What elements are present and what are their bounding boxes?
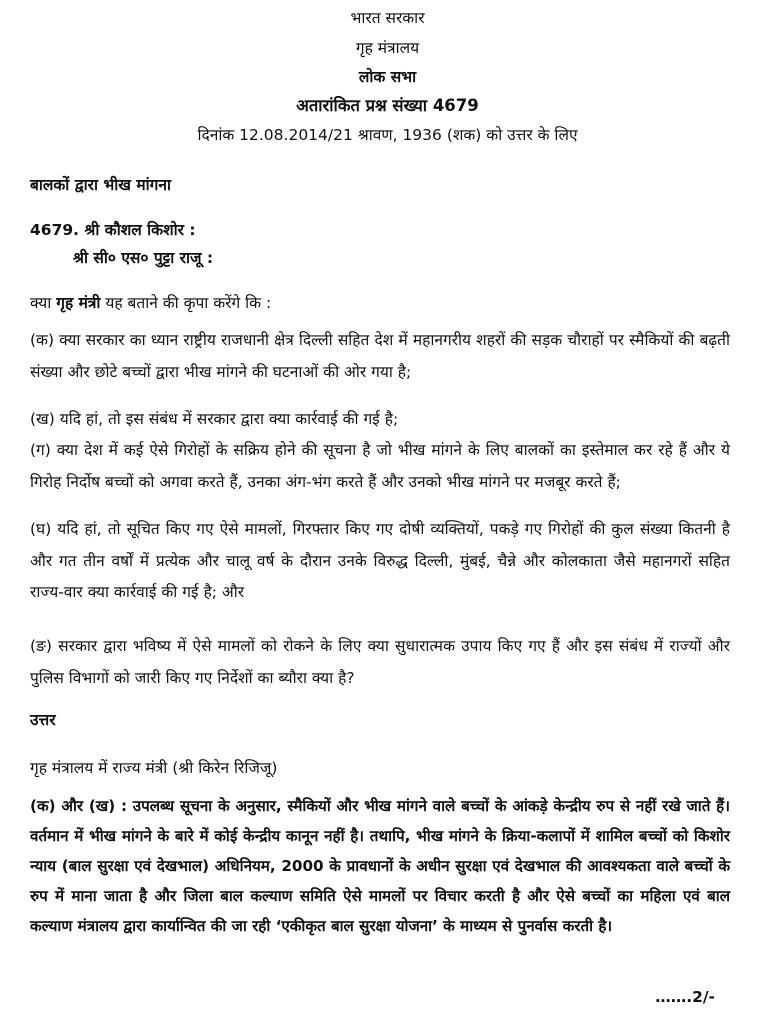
intro-suffix: यह बताने की कृपा करेंगे कि : (100, 294, 272, 312)
question-gha: (घ) यदि हां, तो सूचित किए गए ऐसे मामलों, गिरफ्तार किए गए दोषी व्यक्तियों, पकड़े गए गिरोहों की कुल संख्या कितनी है और गत तीन वर्षों में प्रत्येक और चालू वर्ष के दौरान उनके विरुद्ध दिल्ली, मुंबई, चैन्ने और कोलकाता जैसे महानगरों सहित राज्य-वार क्या कार्रवाई की गई है; और (30, 520, 730, 601)
answering-minister: गृह मंत्रालय में राज्य मंत्री (श्री किरेन रिजिजू) (30, 759, 278, 777)
member-name-2: श्री सी० एस० पुट्टा राजू : (73, 249, 214, 267)
answer-ka-kha: (क) और (ख) : उपलब्ध सूचना के अनुसार, स्मैकियों और भीख मांगने वाले बच्चों के आंकड़े केन्द्रीय रुप से नहीं रखे जाते हैं। वर्तमान में भीख मांगने के बारे में कोई केन्द्रीय कानून नहीं है। तथापि, भीख मांगने के क्रिया-कलापों में शामिल बच्चों को किशोर न्याय (बाल सुरक्षा एवं देखभाल) अधिनियम, 2000 के प्रावधानों के अधीन सुरक्षा एवं देखभाल की आवश्यकता वाले बच्चों के रुप में माना जाता है और जिला बाल कल्याण समिति ऐसे मामलों पर विचार करती है और ऐसे बच्चों का महिला एवं बाल कल्याण मंत्रालय द्वारा कार्यान्वित की जा रही ‘एकीकृत बाल सुरक्षा योजना’ के माध्यम से पुनर्वास करती है। (30, 797, 730, 935)
header-question-number: अतारांकित प्रश्न संख्या 4679 (296, 96, 479, 115)
question-ga: (ग) क्या देश में कई ऐसे गिरोहों के सक्रिय होने की सूचना है जो भीख मांगने के लिए बालकों का इस्तेमाल कर रहे हैं और ये गिरोह निर्दोष बच्चों को अगवा करते हैं, उनका अंग-भंग करते हैं और उनको भीख मांगने पर मजबूर करते हैं; (30, 441, 730, 491)
intro-prefix: क्या (30, 294, 57, 312)
subject-title: बालकों द्वारा भीख मांगना (30, 176, 171, 194)
header-government: भारत सरकार (350, 9, 425, 27)
answer-heading: उत्तर (30, 711, 56, 729)
header-date: दिनांक 12.08.2014/21 श्रावण, 1936 (शक) को उत्तर के लिए (197, 126, 578, 144)
question-nga: (ङ) सरकार द्वारा भविष्य में ऐसे मामलों को रोकने के लिए क्या सुधारात्मक उपाय किए गए हैं और इस संबंध में राज्यों और पुलिस विभागों को जारी किए गए निर्देशों का ब्यौरा क्या है? (30, 637, 730, 687)
page-continuation: …….2/- (655, 988, 715, 1006)
intro-minister: गृह मंत्री (56, 294, 101, 312)
question-ka: (क) क्या सरकार का ध्यान राष्ट्रीय राजधानी क्षेत्र दिल्ली सहित देश में महानगरीय शहरों की सड़क चौराहों पर स्मैकियों की बढ़ती संख्या और छोटे बच्चों द्वारा भीख मांगने की घटनाओं की ओर गया है; (30, 331, 730, 381)
header-ministry: गृह मंत्रालय (355, 39, 420, 57)
question-kha: (ख) यदि हां, तो इस संबंध में सरकार द्वारा क्या कार्रवाई की गई है; (30, 410, 399, 428)
member-name-1: 4679. श्री कौशल किशोर : (30, 221, 196, 239)
header-house: लोक सभा (358, 68, 417, 86)
question-intro (30, 293, 271, 313)
